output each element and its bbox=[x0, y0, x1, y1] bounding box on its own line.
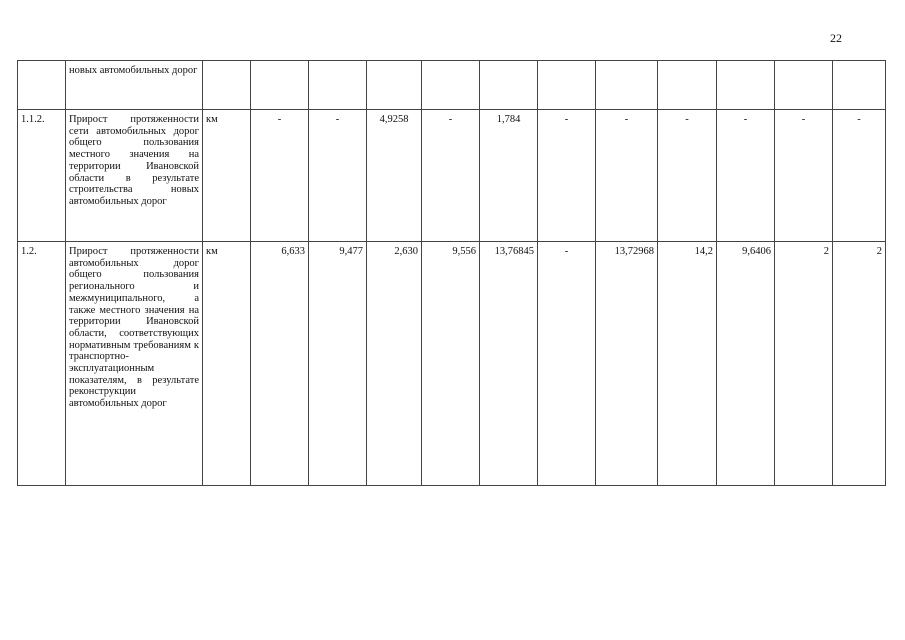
value-cell bbox=[833, 61, 886, 110]
value-cell: 9,477 bbox=[309, 242, 367, 486]
row-number: 1.1.2. bbox=[18, 110, 66, 242]
value-cell: - bbox=[833, 110, 886, 242]
value-cell bbox=[367, 61, 422, 110]
value-cell bbox=[538, 61, 596, 110]
value-cell bbox=[480, 61, 538, 110]
row-number: 1.2. bbox=[18, 242, 66, 486]
value-cell: 13,76845 bbox=[480, 242, 538, 486]
value-cell bbox=[775, 61, 833, 110]
value-cell: 1,784 bbox=[480, 110, 538, 242]
value-cell: 2,630 bbox=[367, 242, 422, 486]
value-cell: - bbox=[775, 110, 833, 242]
value-cell bbox=[658, 61, 717, 110]
value-cell: 14,2 bbox=[658, 242, 717, 486]
value-cell: 6,633 bbox=[251, 242, 309, 486]
value-cell: 2 bbox=[775, 242, 833, 486]
value-cell: 9,6406 bbox=[717, 242, 775, 486]
value-cell: 4,9258 bbox=[367, 110, 422, 242]
value-cell: 2 bbox=[833, 242, 886, 486]
indicator-name: Прирост протяженности автомобильных дорог общего пользования регионального и межмуниципального, а также местного значения на территории Ивановской области, соответствующих нормативным требованиям к транспортно-эксплуатационным показателям, в результате реконструкции автомобильных дорог bbox=[66, 242, 203, 486]
value-cell: 9,556 bbox=[422, 242, 480, 486]
value-cell: - bbox=[251, 110, 309, 242]
value-cell: 13,72968 bbox=[596, 242, 658, 486]
indicator-name: Прирост протяженности сети автомобильных дорог общего пользования местного значения на территории Ивановской области в результате строительства новых автомобильных дорог bbox=[66, 110, 203, 242]
value-cell: - bbox=[596, 110, 658, 242]
table-row bbox=[18, 110, 886, 242]
value-cell bbox=[422, 61, 480, 110]
table-row bbox=[18, 61, 886, 110]
value-cell: - bbox=[658, 110, 717, 242]
value-cell bbox=[717, 61, 775, 110]
indicators-table bbox=[17, 60, 886, 486]
value-cell bbox=[596, 61, 658, 110]
unit-cell bbox=[203, 61, 251, 110]
value-cell: - bbox=[717, 110, 775, 242]
value-cell bbox=[251, 61, 309, 110]
value-cell: - bbox=[538, 110, 596, 242]
value-cell: - bbox=[309, 110, 367, 242]
value-cell: - bbox=[422, 110, 480, 242]
table-row bbox=[18, 242, 886, 486]
unit-cell: км bbox=[203, 110, 251, 242]
value-cell bbox=[309, 61, 367, 110]
page-number: 22 bbox=[830, 31, 842, 45]
row-number bbox=[18, 61, 66, 110]
indicator-name: новых автомобильных дорог bbox=[66, 61, 203, 110]
unit-cell: км bbox=[203, 242, 251, 486]
value-cell: - bbox=[538, 242, 596, 486]
